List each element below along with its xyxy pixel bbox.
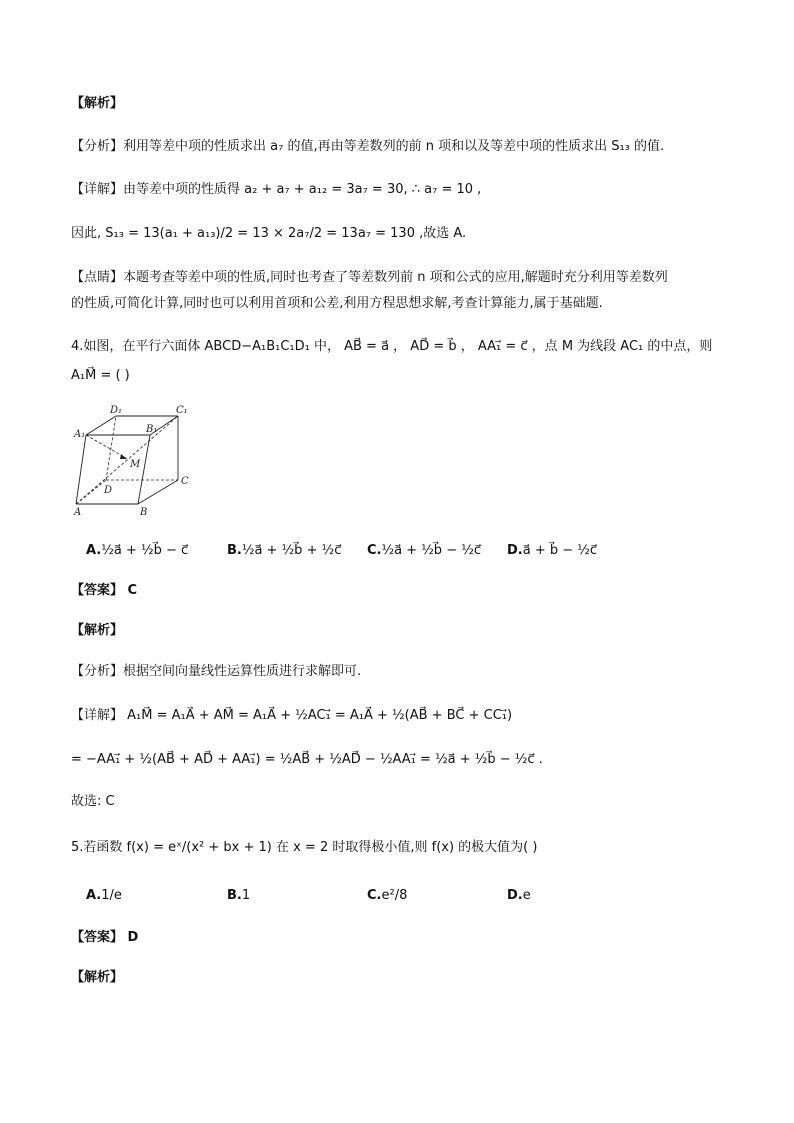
label-C: C [181,476,189,487]
label-M: M [130,459,141,470]
comment-line-1: 【点睛】本题考查等差中项的性质,同时也考查了等差数列前 n 项和公式的应用,解题时充分利用等差数列 [71,270,668,285]
option-letter: A. [86,888,102,903]
q4-option-c[interactable] [367,541,481,561]
question-4-stem: 4.如图，在平行六面体 ABCD−A₁B₁C₁D₁ 中， AB⃗ = a⃗ ， AD⃗ = b⃗ ， AA₁⃗ = c⃗ ，点 M 为线段 AC₁ 的中点，则 [71,339,713,354]
parallelepiped-figure [70,404,200,516]
comment-line-2: 的性质,可简化计算,同时也可以利用首项和公差,利用方程思想求解,考查计算能力,属于基础题. [71,296,603,311]
q5-answer: 【答案】 D [71,930,139,945]
option-text: ½a⃗ + ½b⃗ − c⃗ [101,543,189,558]
option-text: ½a⃗ + ½b⃗ + ½c⃗ [241,543,342,558]
section-header-analysis: 【解析】 [71,623,124,638]
option-text: ½a⃗ + ½b⃗ − ½c⃗ [381,543,481,558]
q4-option-a[interactable] [86,541,188,561]
option-letter: B. [227,543,242,558]
q5-option-a[interactable] [86,886,122,906]
q4-answer: 【答案】 C [71,583,138,598]
question-4-stem-cont: A₁M⃗ = ( ) [71,368,130,383]
option-text: a⃗ + b⃗ − ½c⃗ [522,543,598,558]
option-text: e [522,888,531,903]
option-letter: D. [507,543,523,558]
q4-option-b[interactable] [227,541,341,561]
analysis-paragraph: 【分析】利用等差中项的性质求出 a₇ 的值,再由等差数列的前 n 项和以及等差中项的性质求出 S₁₃ 的值. [71,139,665,154]
label-A: A [74,507,82,516]
detail-line-2: = −AA₁⃗ + ½(AB⃗ + AD⃗ + AA₁⃗) = ½AB⃗ + ½AD⃗ − ½AA₁⃗ = ½a⃗ + ½b⃗ − ½c⃗ . [71,752,543,767]
option-text: 1 [241,888,251,903]
label-D: D [104,485,113,496]
q5-option-b[interactable] [227,886,250,906]
option-letter: C. [367,888,382,903]
option-letter: A. [86,543,102,558]
section-header-analysis: 【解析】 [71,970,124,985]
option-letter: D. [507,888,523,903]
option-letter: B. [227,888,242,903]
label-D1: D₁ [110,405,123,416]
option-letter: C. [367,543,382,558]
q5-option-c[interactable] [367,886,407,906]
q5-option-d[interactable] [507,886,531,906]
detail-paragraph: 【详解】由等差中项的性质得 a₂ + a₇ + a₁₂ = 3a₇ = 30, ∴ a₇ = 10 , [71,182,482,197]
analysis-paragraph: 【分析】根据空间向量线性运算性质进行求解即可. [71,664,362,679]
label-B: B [140,507,148,516]
label-A1: A₁ [74,429,86,440]
section-header-analysis: 【解析】 [71,96,124,111]
q4-option-d[interactable] [507,541,597,561]
question-5-stem: 5.若函数 f(x) = eˣ/(x² + bx + 1) 在 x = 2 时取得极小值,则 f(x) 的极大值为( ) [71,840,538,855]
q4-choice: 故选: C [71,794,115,809]
label-C1: C₁ [176,405,188,416]
label-B1: B₁ [146,424,158,435]
option-text: e²/8 [381,888,408,903]
detail-line-1: 【详解】 A₁M⃗ = A₁A⃗ + AM⃗ = A₁A⃗ + ½AC₁⃗ = A₁A⃗ + ½(AB⃗ + BC⃗ + CC₁⃗) [71,708,513,723]
option-text: 1/e [101,888,122,903]
calculation-line: 因此, S₁₃ = 13(a₁ + a₁₃)/2 = 13 × 2a₇/2 = 13a₇ = 130 ,故选 A. [71,226,467,241]
